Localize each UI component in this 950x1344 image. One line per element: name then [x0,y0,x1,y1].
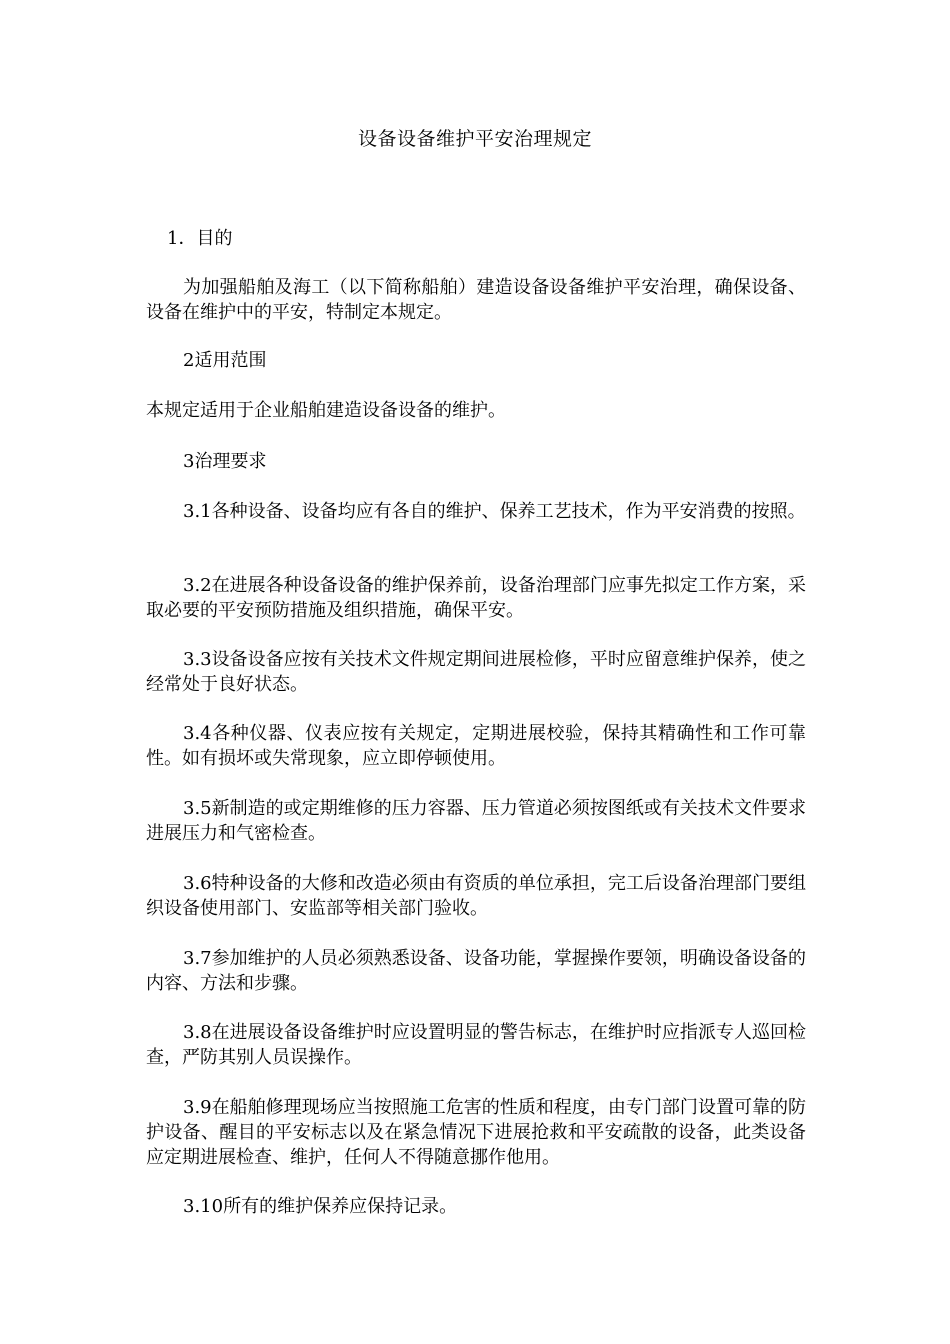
clause-3-8: 3.8在进展设备设备维护时应设置明显的警告标志，在维护时应指派专人巡回检查，严防其别人员误操作。 [146,1022,806,1068]
clause-3-2: 3.2在进展各种设备设备的维护保养前，设备治理部门应事先拟定工作方案，采取必要的平安预防措施及组织措施，确保平安。 [146,575,806,621]
section-1-heading: 1．目的 [167,228,233,249]
clause-3-6: 3.6特种设备的大修和改造必须由有资质的单位承担，完工后设备治理部门要组织设备使用部门、安监部等相关部门验收。 [146,873,806,919]
clause-3-5: 3.5新制造的或定期维修的压力容器、压力管道必须按图纸或有关技术文件要求进展压力和气密检查。 [146,798,806,844]
clause-3-4: 3.4各种仪器、仪表应按有关规定，定期进展校验，保持其精确性和工作可靠性。如有损坏或失常现象，应立即停顿使用。 [146,723,806,769]
clause-3-10: 3.10所有的维护保养应保持记录。 [183,1196,458,1217]
clause-3-3: 3.3设备设备应按有关技术文件规定期间进展检修，平时应留意维护保养，使之经常处于良好状态。 [146,649,806,695]
section-2-paragraph: 本规定适用于企业船舶建造设备设备的维护。 [146,400,506,421]
clause-3-1: 3.1各种设备、设备均应有各自的维护、保养工艺技术，作为平安消费的按照。 [183,501,806,522]
clause-3-7: 3.7参加维护的人员必须熟悉设备、设备功能，掌握操作要领，明确设备设备的内容、方法和步骤。 [146,948,806,994]
section-2-heading: 2适用范围 [183,350,267,371]
section-3-heading: 3治理要求 [183,451,267,472]
clause-3-9: 3.9在船舶修理现场应当按照施工危害的性质和程度，由专门部门设置可靠的防护设备、醒目的平安标志以及在紧急情况下进展抢救和平安疏散的设备，此类设备应定期进展检查、维护，任何人不得随意挪作他用。 [146,1097,806,1168]
section-1-paragraph: 为加强船舶及海工（以下简称船舶）建造设备设备维护平安治理，确保设备、设备在维护中的平安，特制定本规定。 [146,277,806,323]
document-title: 设备设备维护平安治理规定 [357,128,592,150]
